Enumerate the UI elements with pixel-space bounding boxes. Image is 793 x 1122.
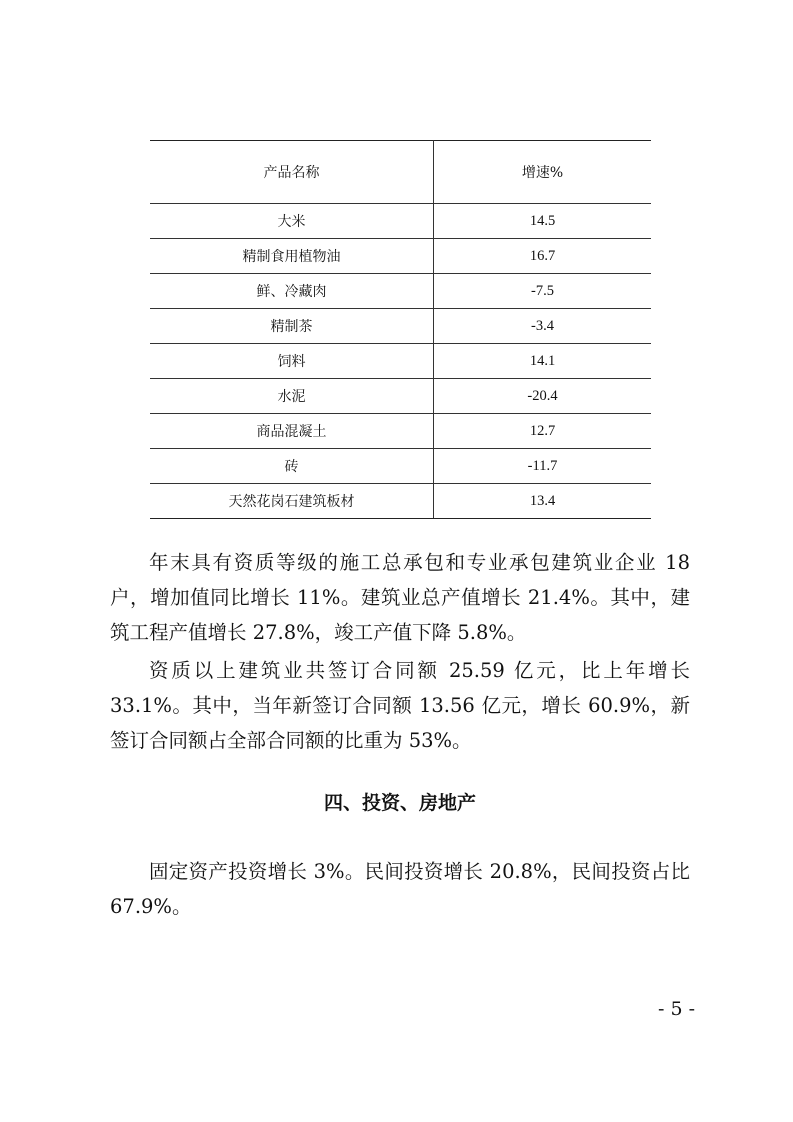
- header-product-name: 产品名称: [150, 141, 434, 204]
- construction-paragraph: 年末具有资质等级的施工总承包和专业承包建筑业企业 18 户，增加值同比增长 11%。建筑业总产值增长 21.4%。其中，建筑工程产值增长 27.8%，竣工产值下降 5.8%。: [110, 551, 690, 644]
- header-growth-rate: 增速%: [434, 141, 652, 204]
- product-name-cell: 鲜、冷藏肉: [150, 274, 434, 309]
- table-row: [150, 204, 651, 239]
- product-name-cell: 商品混凝土: [150, 414, 434, 449]
- product-name-cell: 天然花岗石建筑板材: [150, 484, 434, 519]
- investment-paragraph-block: [110, 854, 690, 924]
- growth-rate-cell: -3.4: [434, 309, 652, 344]
- contracts-paragraph: 资质以上建筑业共签订合同额 25.59 亿元，比上年增长 33.1%。其中，当年新签订合同额 13.56 亿元，增长 60.9%，新签订合同额占全部合同额的比重为 53%。: [110, 659, 690, 752]
- table-header-row: [150, 141, 651, 204]
- table-row: [150, 449, 651, 484]
- product-name-cell: 大米: [150, 204, 434, 239]
- product-growth-table-container: [150, 140, 651, 519]
- growth-rate-cell: -7.5: [434, 274, 652, 309]
- page-number: - 5 -: [657, 998, 695, 1020]
- table-row: [150, 274, 651, 309]
- growth-rate-cell: 16.7: [434, 239, 652, 274]
- investment-paragraph: 固定资产投资增长 3%。民间投资增长 20.8%，民间投资占比 67.9%。: [110, 860, 690, 918]
- table-row: [150, 309, 651, 344]
- growth-rate-cell: 13.4: [434, 484, 652, 519]
- product-name-cell: 精制食用植物油: [150, 239, 434, 274]
- table-row: [150, 484, 651, 519]
- growth-rate-cell: -20.4: [434, 379, 652, 414]
- table-row: [150, 239, 651, 274]
- product-name-cell: 饲料: [150, 344, 434, 379]
- growth-rate-cell: 14.5: [434, 204, 652, 239]
- product-growth-table: [150, 140, 651, 519]
- product-name-cell: 精制茶: [150, 309, 434, 344]
- section-heading: 四、投资、房地产: [323, 792, 476, 814]
- contracts-paragraph-block: [110, 653, 690, 758]
- product-name-cell: 砖: [150, 449, 434, 484]
- growth-rate-cell: 14.1: [434, 344, 652, 379]
- product-name-cell: 水泥: [150, 379, 434, 414]
- growth-rate-cell: -11.7: [434, 449, 652, 484]
- construction-paragraph-block: [110, 545, 690, 650]
- table-row: [150, 414, 651, 449]
- table-row: [150, 379, 651, 414]
- table-row: [150, 344, 651, 379]
- growth-rate-cell: 12.7: [434, 414, 652, 449]
